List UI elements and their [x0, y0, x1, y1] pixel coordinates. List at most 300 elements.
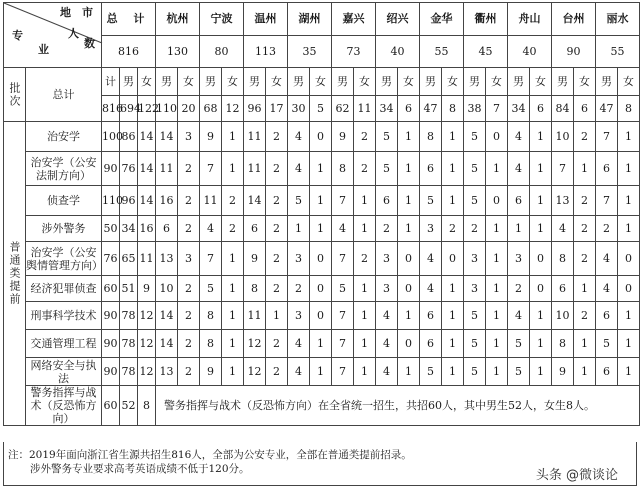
diag-label-count-1: 人 [68, 27, 79, 40]
table-cell: 0 [398, 242, 420, 276]
table-cell: 4 [552, 216, 574, 242]
table-cell: 2 [266, 330, 288, 358]
table-cell: 1 [354, 330, 376, 358]
gender-header: 女 [530, 68, 552, 96]
watermark: 头条 @微谈论 [532, 463, 622, 484]
table-cell: 3 [376, 276, 398, 302]
table-cell: 12 [138, 302, 156, 330]
table-cell: 1 [574, 358, 596, 386]
table-cell: 34 [120, 216, 138, 242]
table-cell: 1 [354, 358, 376, 386]
gender-header: 女 [574, 68, 596, 96]
table-cell: 0 [530, 276, 552, 302]
major-name: 刑事科学技术 [26, 302, 102, 330]
enrollment-table [3, 2, 640, 426]
table-cell: 5 [200, 276, 222, 302]
table-cell: 2 [178, 152, 200, 186]
table-cell: 4 [508, 302, 530, 330]
table-cell: 8 [200, 302, 222, 330]
city-total: 55 [420, 35, 464, 68]
diag-label-major-1: 专 [12, 29, 23, 42]
table-cell: 11 [138, 242, 156, 276]
gender-header: 男 [332, 68, 354, 96]
table-cell: 7 [332, 242, 354, 276]
table-cell: 8 [420, 122, 442, 152]
table-cell: 0 [398, 276, 420, 302]
gender-header: 女 [178, 68, 200, 96]
table-cell: 7 [200, 242, 222, 276]
table-cell: 2 [222, 186, 244, 216]
major-name: 侦查学 [26, 186, 102, 216]
table-cell: 4 [508, 152, 530, 186]
totals-cell: 47 [596, 96, 618, 122]
totals-cell: 68 [200, 96, 222, 122]
table-cell: 6 [596, 302, 618, 330]
major-name: 治安学（公安舆情管理方向） [26, 242, 102, 276]
gender-header: 男 [464, 68, 486, 96]
table-cell: 14 [244, 186, 266, 216]
table-cell: 3 [464, 242, 486, 276]
table-cell: 13 [156, 242, 178, 276]
city-total: 73 [332, 35, 376, 68]
table-cell: 7 [200, 152, 222, 186]
table-cell: 6 [596, 358, 618, 386]
totals-cell: 8 [442, 96, 464, 122]
table-cell: 3 [508, 242, 530, 276]
table-cell: 10 [552, 122, 574, 152]
city-total: 35 [288, 35, 332, 68]
table-cell: 1 [398, 186, 420, 216]
table-cell: 7 [596, 122, 618, 152]
gender-header: 女 [138, 68, 156, 96]
table-cell: 2 [222, 216, 244, 242]
table-cell: 3 [288, 242, 310, 276]
table-cell: 11 [156, 152, 178, 186]
totals-cell: 6 [398, 96, 420, 122]
table-cell: 4 [376, 330, 398, 358]
table-cell: 3 [420, 216, 442, 242]
table-cell: 4 [332, 216, 354, 242]
table-cell: 1 [398, 358, 420, 386]
table-cell: 12 [138, 330, 156, 358]
table-cell: 5 [464, 122, 486, 152]
table-cell: 90 [102, 330, 120, 358]
table-cell: 5 [420, 358, 442, 386]
table-cell: 50 [102, 216, 120, 242]
totals-cell: 5 [310, 96, 332, 122]
diag-label-city-1: 地 [60, 6, 71, 19]
table-cell: 1 [618, 186, 640, 216]
table-cell: 4 [420, 242, 442, 276]
city-total: 40 [508, 35, 552, 68]
table-row [4, 186, 640, 216]
table-cell: 1 [354, 216, 376, 242]
table-cell: 1 [618, 330, 640, 358]
table-cell: 10 [552, 302, 574, 330]
table-cell: 0 [486, 186, 508, 216]
table-cell: 1 [310, 152, 332, 186]
table-cell: 6 [420, 330, 442, 358]
batch-header: 批次 [4, 68, 26, 122]
table-cell: 0 [618, 276, 640, 302]
table-cell: 14 [138, 152, 156, 186]
table-cell: 1 [354, 276, 376, 302]
major-name: 治安学 [26, 122, 102, 152]
table-cell: 2 [376, 216, 398, 242]
totals-cell: 7 [486, 96, 508, 122]
table-cell: 14 [156, 330, 178, 358]
table-cell: 14 [156, 122, 178, 152]
table-cell: 1 [288, 216, 310, 242]
table-cell: 7 [332, 358, 354, 386]
gender-header: 男 [596, 68, 618, 96]
table-row [4, 358, 640, 386]
gender-header: 男 [508, 68, 530, 96]
table-cell: 5 [464, 358, 486, 386]
table-cell: 4 [288, 122, 310, 152]
table-cell: 1 [354, 186, 376, 216]
table-cell: 6 [420, 302, 442, 330]
table-cell: 1 [266, 302, 288, 330]
table-cell: 2 [266, 152, 288, 186]
table-cell: 6 [596, 152, 618, 186]
table-cell: 2 [574, 242, 596, 276]
table-cell: 2 [178, 358, 200, 386]
table-row-special [4, 386, 640, 426]
table-cell: 3 [288, 302, 310, 330]
table-cell: 1 [618, 152, 640, 186]
totals-cell: 694 [120, 96, 138, 122]
table-row [4, 302, 640, 330]
totals-cell: 20 [178, 96, 200, 122]
table-cell: 2 [574, 216, 596, 242]
table-cell: 1 [222, 122, 244, 152]
table-cell: 2 [464, 216, 486, 242]
table-cell: 5 [596, 330, 618, 358]
table-cell: 2 [266, 276, 288, 302]
table-cell: 51 [120, 276, 138, 302]
table-cell: 4 [420, 276, 442, 302]
table-cell: 1 [398, 122, 420, 152]
city-header: 温州 [244, 3, 288, 36]
table-cell: 2 [442, 216, 464, 242]
table-cell: 8 [552, 242, 574, 276]
table-cell: 12 [138, 358, 156, 386]
table-cell: 8 [200, 330, 222, 358]
table-cell: 7 [332, 186, 354, 216]
table-cell: 1 [442, 152, 464, 186]
col-total-header: 计 [102, 68, 120, 96]
city-header: 丽水 [596, 3, 640, 36]
city-header: 湖州 [288, 3, 332, 36]
table-cell: 1 [574, 330, 596, 358]
table-cell: 9 [138, 276, 156, 302]
table-cell: 6 [376, 186, 398, 216]
table-cell: 5 [464, 302, 486, 330]
table-cell: 76 [120, 152, 138, 186]
gender-header: 男 [376, 68, 398, 96]
table-cell: 1 [530, 122, 552, 152]
table-cell: 86 [120, 122, 138, 152]
table-cell: 1 [222, 358, 244, 386]
major-name: 涉外警务 [26, 216, 102, 242]
table-cell: 2 [596, 216, 618, 242]
table-cell: 5 [508, 330, 530, 358]
totals-cell: 47 [420, 96, 442, 122]
table-cell: 2 [178, 216, 200, 242]
table-cell: 0 [618, 242, 640, 276]
table-cell: 12 [244, 330, 266, 358]
city-total: 40 [376, 35, 420, 68]
totals-cell: 62 [332, 96, 354, 122]
table-cell: 76 [102, 242, 120, 276]
city-header: 衢州 [464, 3, 508, 36]
table-cell: 1 [442, 358, 464, 386]
major-name: 治安学（公安法制方向） [26, 152, 102, 186]
gender-header: 女 [398, 68, 420, 96]
table-cell: 5 [376, 152, 398, 186]
totals-cell: 17 [266, 96, 288, 122]
table-row [4, 216, 640, 242]
city-total: 45 [464, 35, 508, 68]
table-cell: 5 [464, 152, 486, 186]
city-header: 嘉兴 [332, 3, 376, 36]
table-cell: 2 [266, 358, 288, 386]
table-cell: 2 [354, 152, 376, 186]
totals-cell: 38 [464, 96, 486, 122]
table-cell: 2 [178, 186, 200, 216]
table-row [4, 152, 640, 186]
table-cell: 1 [618, 358, 640, 386]
table-cell: 2 [178, 276, 200, 302]
table-cell: 2 [266, 186, 288, 216]
gender-header: 男 [120, 68, 138, 96]
table-cell: 16 [156, 186, 178, 216]
table-cell: 0 [310, 242, 332, 276]
table-cell: 2 [288, 276, 310, 302]
table-cell: 4 [596, 276, 618, 302]
major-name: 经济犯罪侦查 [26, 276, 102, 302]
table-cell: 1 [222, 242, 244, 276]
total-value: 816 [102, 35, 156, 68]
totals-cell: 816 [102, 96, 120, 122]
table-cell: 78 [120, 358, 138, 386]
table-cell: 11 [244, 122, 266, 152]
city-header: 金华 [420, 3, 464, 36]
table-cell: 2 [266, 122, 288, 152]
city-total: 130 [156, 35, 200, 68]
table-cell: 1 [486, 358, 508, 386]
table-cell: 1 [442, 276, 464, 302]
table-cell: 96 [120, 186, 138, 216]
table-cell: 3 [376, 242, 398, 276]
table-cell: 14 [138, 186, 156, 216]
gender-header: 女 [618, 68, 640, 96]
table-cell: 1 [222, 302, 244, 330]
table-cell: 1 [354, 302, 376, 330]
special-note: 警务指挥与战术（反恐怖方向）在全省统一招生，共招60人，其中男生52人，女生8人。 [156, 386, 640, 426]
table-cell: 9 [200, 358, 222, 386]
table-cell: 5 [464, 186, 486, 216]
gender-header: 女 [310, 68, 332, 96]
table-cell: 10 [156, 276, 178, 302]
table-cell: 0 [530, 242, 552, 276]
table-cell: 4 [376, 358, 398, 386]
table-cell: 3 [464, 276, 486, 302]
table-cell: 2 [574, 302, 596, 330]
city-total: 55 [596, 35, 640, 68]
table-cell: 6 [156, 216, 178, 242]
table-row [4, 242, 640, 276]
table-cell: 1 [442, 302, 464, 330]
footnote-line-2: 涉外警务专业要求高考英语成绩不低于120分。 [30, 463, 250, 475]
table-cell: 2 [574, 122, 596, 152]
diag-label-city-2: 市 [82, 6, 93, 19]
totals-cell: 110 [156, 96, 178, 122]
table-cell: 110 [102, 186, 120, 216]
major-name: 警务指挥与战术（反恐怖方向） [26, 386, 102, 426]
gender-header: 男 [156, 68, 178, 96]
major-name: 交通管理工程 [26, 330, 102, 358]
gender-header: 女 [354, 68, 376, 96]
table-cell: 2 [266, 242, 288, 276]
table-cell: 12 [244, 358, 266, 386]
table-cell: 90 [102, 302, 120, 330]
table-cell: 11 [244, 302, 266, 330]
major-name: 网络安全与执法 [26, 358, 102, 386]
gender-header: 女 [222, 68, 244, 96]
table-cell: 1 [310, 330, 332, 358]
table-cell: 1 [222, 330, 244, 358]
gender-header: 女 [266, 68, 288, 96]
table-cell: 14 [156, 302, 178, 330]
table-cell: 1 [398, 152, 420, 186]
table-cell: 1 [222, 152, 244, 186]
batch-cell: 普通类提前 [4, 122, 26, 426]
table-cell: 5 [420, 186, 442, 216]
gender-header: 男 [552, 68, 574, 96]
table-cell: 1 [310, 358, 332, 386]
table-cell: 0 [310, 276, 332, 302]
totals-cell: 34 [376, 96, 398, 122]
table-cell: 1 [442, 122, 464, 152]
table-cell: 1 [618, 122, 640, 152]
table-cell: 100 [102, 122, 120, 152]
table-row [4, 276, 640, 302]
totals-cell: 84 [552, 96, 574, 122]
table-cell: 78 [120, 330, 138, 358]
table-cell: 1 [508, 216, 530, 242]
table-cell: 2 [354, 242, 376, 276]
table-row [4, 122, 640, 152]
table-cell: 60 [102, 276, 120, 302]
city-header: 杭州 [156, 3, 200, 36]
table-cell: 1 [486, 276, 508, 302]
table-cell: 8 [244, 276, 266, 302]
table-cell: 1 [486, 330, 508, 358]
table-cell: 7 [596, 186, 618, 216]
table-cell: 90 [102, 152, 120, 186]
table-cell: 6 [552, 276, 574, 302]
table-cell: 1 [530, 358, 552, 386]
city-total: 90 [552, 35, 596, 68]
table-cell: 4 [288, 358, 310, 386]
table-cell: 7 [552, 152, 574, 186]
totals-cell: 12 [222, 96, 244, 122]
gender-header: 女 [442, 68, 464, 96]
table-cell: 60 [102, 386, 120, 426]
table-cell: 8 [552, 330, 574, 358]
table-cell: 1 [486, 152, 508, 186]
totals-cell: 6 [574, 96, 596, 122]
table-cell: 1 [310, 216, 332, 242]
table-cell: 11 [244, 152, 266, 186]
table-cell: 0 [442, 242, 464, 276]
gender-header: 男 [200, 68, 222, 96]
table-cell: 8 [332, 152, 354, 186]
table-cell: 11 [200, 186, 222, 216]
table-cell: 1 [530, 330, 552, 358]
table-cell: 5 [332, 276, 354, 302]
table-cell: 1 [574, 276, 596, 302]
table-cell: 1 [222, 276, 244, 302]
table-cell: 5 [508, 358, 530, 386]
table-cell: 1 [530, 216, 552, 242]
table-cell: 1 [442, 330, 464, 358]
table-cell: 1 [398, 216, 420, 242]
table-cell: 16 [138, 216, 156, 242]
footnote-line-1: 注：2019年面向浙江省生源共招生816人，全部为公安专业，全部在普通类提前招录。 [8, 449, 412, 461]
table-cell: 2 [354, 122, 376, 152]
table-cell: 13 [552, 186, 574, 216]
city-header: 绍兴 [376, 3, 420, 36]
table-cell: 4 [288, 152, 310, 186]
table-cell: 6 [420, 152, 442, 186]
table-cell: 4 [200, 216, 222, 242]
table-cell: 9 [200, 122, 222, 152]
table-cell: 1 [486, 302, 508, 330]
table-cell: 8 [138, 386, 156, 426]
gender-header: 男 [420, 68, 442, 96]
table-cell: 78 [120, 302, 138, 330]
gender-header: 女 [486, 68, 508, 96]
table-row [4, 330, 640, 358]
table-cell: 1 [486, 216, 508, 242]
table-cell: 52 [120, 386, 138, 426]
table-cell: 2 [178, 302, 200, 330]
table-cell: 4 [508, 122, 530, 152]
table-cell: 14 [138, 122, 156, 152]
totals-cell: 6 [530, 96, 552, 122]
totals-cell: 96 [244, 96, 266, 122]
table-cell: 90 [102, 358, 120, 386]
table-cell: 13 [156, 358, 178, 386]
totals-cell: 34 [508, 96, 530, 122]
table-cell: 6 [508, 186, 530, 216]
total-row-label: 总计 [26, 68, 102, 122]
table-cell: 9 [332, 122, 354, 152]
table-cell: 4 [288, 330, 310, 358]
totals-cell: 8 [618, 96, 640, 122]
table-cell: 65 [120, 242, 138, 276]
enrollment-table-frame [3, 2, 637, 488]
table-cell: 7 [332, 302, 354, 330]
table-cell: 4 [596, 242, 618, 276]
table-cell: 7 [332, 330, 354, 358]
table-cell: 1 [310, 186, 332, 216]
gender-header: 男 [288, 68, 310, 96]
city-total: 80 [200, 35, 244, 68]
